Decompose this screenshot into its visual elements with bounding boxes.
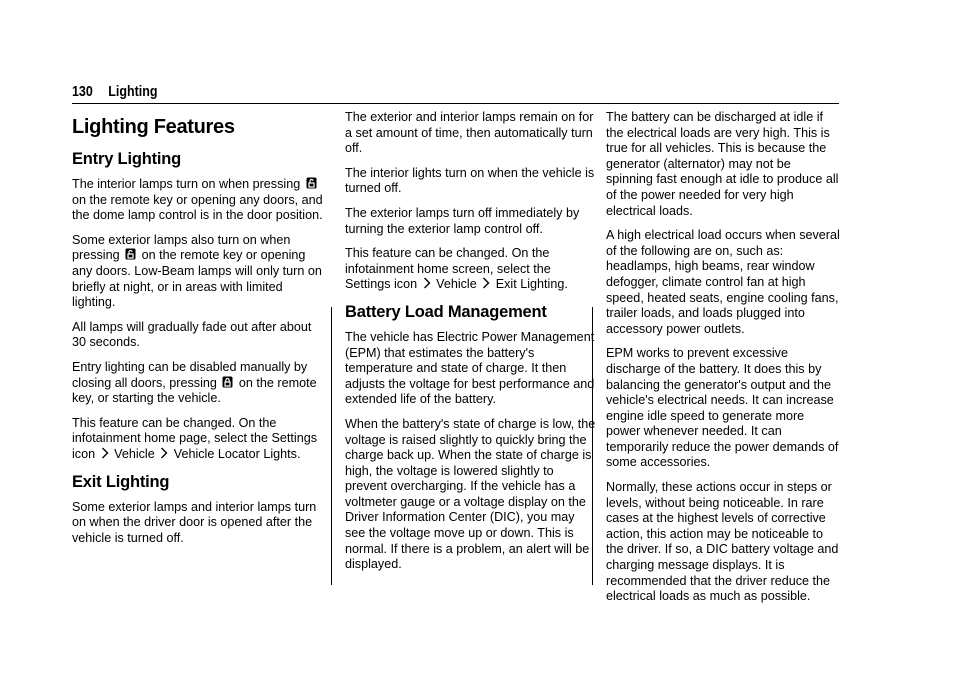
text: Vehicle Locator Lights. (173, 446, 301, 461)
paragraph: The exterior and interior lamps remain on for a set amount of time, then automatically turn off. (345, 110, 594, 156)
text: This feature can be changed. On the infotainment home page, select the Settings icon (72, 415, 318, 461)
paragraph: The interior lights turn on when the vehicle is turned off. (345, 165, 595, 196)
chevron-right-icon (482, 277, 490, 289)
paragraph: A high electrical load occurs when several of the following are on, such as: headlamps, high beams, rear window defogger, climate control fan at high speed, heated seats, engine cooling fans, trailer loads, and loads plugged into accessory power outlets. (606, 228, 840, 336)
paragraph (72, 233, 324, 311)
column-1 (72, 108, 324, 555)
text: The interior lamps turn on when pressing (72, 177, 301, 191)
column-divider-1 (331, 307, 332, 585)
unlock-key-icon (125, 248, 136, 260)
paragraph: EPM works to prevent excessive discharge of the battery. It does this by balancing the generator's output and the vehicle's electrical needs. It can increase engine idle speed to generate more power whenever needed. It can temporarily reduce the power demands of some accessories. (606, 346, 839, 470)
text: Entry lighting can be disabled manually by closing all doors, pressing (72, 359, 308, 390)
paragraph: Some exterior lamps and interior lamps turn on when the driver door is opened after the vehicle is turned off. (72, 499, 317, 545)
heading-entry-lighting: Entry Lighting (72, 150, 182, 168)
lock-key-icon (222, 376, 233, 388)
text: Vehicle (436, 277, 477, 292)
chevron-right-icon (101, 447, 109, 459)
paragraph (72, 416, 324, 463)
header-rule (72, 103, 839, 104)
paragraph: The exterior lamps turn off immediately by turning the exterior lamp control off. (345, 205, 580, 236)
page-number: 130 (72, 84, 93, 100)
column-3 (606, 110, 840, 614)
text: on the remote key, or starting the vehicle. (72, 375, 317, 406)
text: This feature can be changed. On the infotainment home screen, select the Settings icon (345, 246, 551, 292)
paragraph: The vehicle has Electric Power Management (EPM) that estimates the battery's temperature and state of charge. It then adjusts the voltage for best performance and extended life of the battery. (345, 329, 595, 407)
text: Exit Lighting. (495, 277, 568, 292)
paragraph (345, 246, 597, 293)
heading-exit-lighting: Exit Lighting (72, 472, 170, 491)
paragraph (72, 177, 324, 224)
paragraph: Normally, these actions occur in steps or levels, without being noticeable. In rare cases at the highest levels of corrective action, this action may be noticeable to the driver. If so, a DIC battery voltage and charging message displays. It is recommended that the driver reduce the electrical loads as much as possible. (606, 480, 839, 604)
paragraph (72, 360, 324, 407)
chevron-right-icon (423, 277, 431, 289)
section-title: Lighting (108, 84, 158, 100)
unlock-key-icon (306, 177, 317, 189)
column-2 (345, 110, 597, 582)
text: Some exterior lamps also turn on when pressing (72, 232, 291, 263)
text: on the remote key or opening any doors. Low-Beam lamps will only turn on briefly at night, or in areas with limited lighting. (72, 248, 322, 310)
paragraph: All lamps will gradually fade out after about 30 seconds. (72, 319, 312, 350)
text: on the remote key or opening any doors, and the dome lamp control is in the door position. (72, 192, 323, 223)
heading-lighting-features: Lighting Features (72, 116, 235, 138)
paragraph: The battery can be discharged at idle if the electrical loads are very high. This is true for all vehicles. This is because the generator (alternator) may not be spinning fast enough at idle to produce all of the power needed for very high electrical loads. (606, 110, 839, 218)
page-header (72, 84, 731, 102)
chevron-right-icon (160, 447, 168, 459)
paragraph: When the battery's state of charge is low, the voltage is raised slightly to quickly bring the charge back up. When the state of charge is high, the voltage is lowered slightly to prevent overcharging. If the vehicle has a voltmeter gauge or a voltage display on the Driver Information Center (DIC), you may see the voltage move up or down. This is normal. If there is a problem, an alert will be displayed. (345, 416, 596, 572)
heading-battery-load-management: Battery Load Management (345, 302, 547, 321)
text: Vehicle (114, 446, 155, 461)
